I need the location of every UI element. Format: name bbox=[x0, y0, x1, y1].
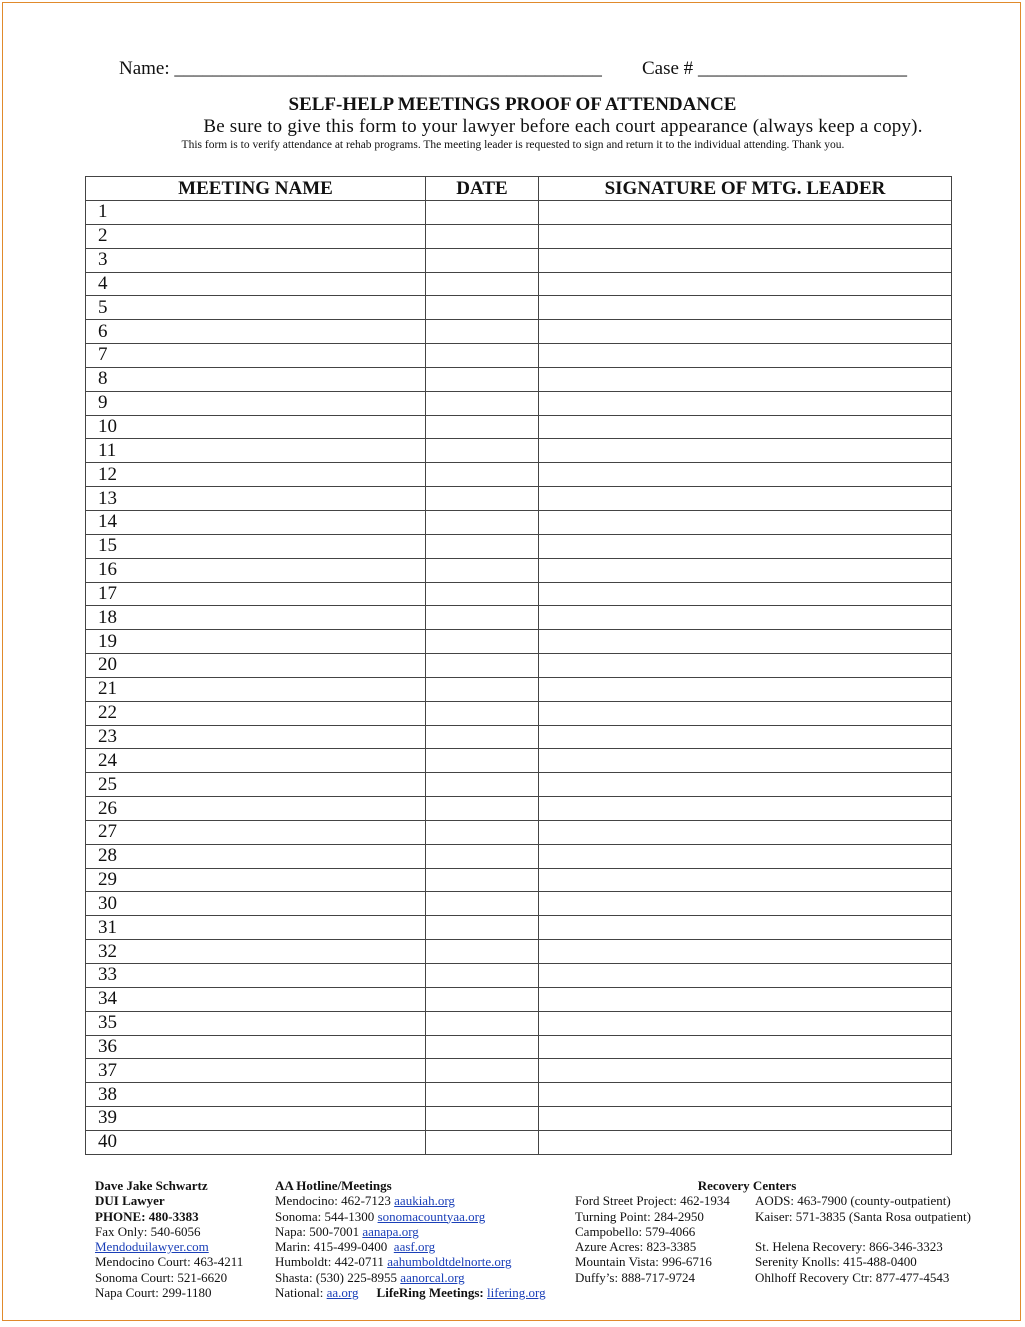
meeting-name-cell[interactable]: 25 bbox=[86, 773, 426, 797]
recovery-center-entry: AODS: 463-7900 (county-outpatient) bbox=[755, 1193, 951, 1209]
aa-line-shasta: Shasta: (530) 225-8955 aanorcal.org bbox=[275, 1269, 465, 1285]
signature-cell[interactable] bbox=[539, 248, 952, 272]
date-cell[interactable] bbox=[426, 606, 539, 630]
column-header-signature: SIGNATURE OF MTG. LEADER bbox=[539, 177, 952, 201]
signature-cell[interactable] bbox=[539, 224, 952, 248]
signature-cell[interactable] bbox=[539, 868, 952, 892]
table-row bbox=[86, 749, 952, 773]
date-cell[interactable] bbox=[426, 415, 539, 439]
date-cell[interactable] bbox=[426, 868, 539, 892]
meeting-name-cell[interactable]: 37 bbox=[86, 1059, 426, 1083]
table-row bbox=[86, 773, 952, 797]
aa-link-marin[interactable]: aasf.org bbox=[393, 1239, 436, 1255]
signature-cell[interactable] bbox=[539, 272, 952, 296]
signature-cell[interactable] bbox=[539, 558, 952, 582]
meeting-name-cell[interactable]: 3 bbox=[86, 248, 426, 272]
date-cell[interactable] bbox=[426, 391, 539, 415]
date-cell[interactable] bbox=[426, 487, 539, 511]
aa-line-marin: Marin: 415-499-0400 aasf.org bbox=[275, 1239, 436, 1255]
meeting-name-cell[interactable]: 24 bbox=[86, 749, 426, 773]
recovery-heading: Recovery Centers bbox=[697, 1178, 797, 1193]
recovery-center-entry bbox=[755, 1224, 971, 1239]
meeting-name-cell[interactable]: 17 bbox=[86, 582, 426, 606]
table-row bbox=[86, 1011, 952, 1035]
meeting-name-cell[interactable]: 26 bbox=[86, 797, 426, 821]
table-row bbox=[86, 344, 952, 368]
signature-cell[interactable] bbox=[539, 964, 952, 988]
table-row bbox=[86, 892, 952, 916]
date-cell[interactable] bbox=[426, 844, 539, 868]
table-row bbox=[86, 701, 952, 725]
meeting-name-cell[interactable]: 29 bbox=[86, 868, 426, 892]
form-page bbox=[2, 2, 1021, 1321]
aa-link-sonoma[interactable]: sonomacountyaa.org bbox=[377, 1208, 486, 1224]
aa-line-mendocino: Mendocino: 462-7123 aaukiah.org bbox=[275, 1193, 455, 1209]
recovery-center-entry: Ford Street Project: 462-1934 bbox=[575, 1193, 730, 1209]
table-row bbox=[86, 868, 952, 892]
meeting-name-cell[interactable]: 21 bbox=[86, 677, 426, 701]
attendance-table bbox=[85, 176, 952, 1155]
meeting-name-cell[interactable]: 35 bbox=[86, 1011, 426, 1035]
date-cell[interactable] bbox=[426, 916, 539, 940]
date-cell[interactable] bbox=[426, 296, 539, 320]
signature-cell[interactable] bbox=[539, 415, 952, 439]
signature-cell[interactable] bbox=[539, 344, 952, 368]
signature-cell[interactable] bbox=[539, 1130, 952, 1154]
meeting-name-cell[interactable]: 14 bbox=[86, 510, 426, 534]
signature-cell[interactable] bbox=[539, 391, 952, 415]
recovery-center-entry: Campobello: 579-4066 bbox=[575, 1223, 696, 1239]
recovery-center-entry: Mountain Vista: 996-6716 bbox=[575, 1254, 712, 1270]
meeting-name-cell[interactable]: 31 bbox=[86, 916, 426, 940]
table-row bbox=[86, 391, 952, 415]
date-cell[interactable] bbox=[426, 1083, 539, 1107]
meeting-name-cell[interactable]: 2 bbox=[86, 224, 426, 248]
table-row bbox=[86, 320, 952, 344]
signature-cell[interactable] bbox=[539, 916, 952, 940]
date-cell[interactable] bbox=[426, 463, 539, 487]
table-row bbox=[86, 987, 952, 1011]
date-cell[interactable] bbox=[426, 1011, 539, 1035]
lawyer-title: DUI Lawyer bbox=[95, 1193, 165, 1209]
recovery-center-entry: Serenity Knolls: 415-488-0400 bbox=[755, 1254, 917, 1270]
date-cell[interactable] bbox=[426, 224, 539, 248]
table-row bbox=[86, 558, 952, 582]
date-cell[interactable] bbox=[426, 987, 539, 1011]
recovery-center-entry: Kaiser: 571-3835 (Santa Rosa outpatient) bbox=[755, 1208, 971, 1224]
aa-line-national: National: aa.org LifeRing Meetings: lifering.org bbox=[275, 1285, 546, 1301]
signature-cell[interactable] bbox=[539, 510, 952, 534]
signature-cell[interactable] bbox=[539, 773, 952, 797]
date-cell[interactable] bbox=[426, 1107, 539, 1131]
signature-cell[interactable] bbox=[539, 1059, 952, 1083]
recovery-column-2 bbox=[755, 1193, 971, 1285]
date-cell[interactable] bbox=[426, 677, 539, 701]
meeting-name-cell[interactable]: 4 bbox=[86, 272, 426, 296]
lifering-label: LifeRing Meetings: bbox=[376, 1285, 484, 1301]
date-cell[interactable] bbox=[426, 701, 539, 725]
signature-cell[interactable] bbox=[539, 463, 952, 487]
signature-cell[interactable] bbox=[539, 654, 952, 678]
meeting-name-cell[interactable]: 23 bbox=[86, 725, 426, 749]
aa-link-napa[interactable]: aanapa.org bbox=[362, 1223, 419, 1239]
aa-heading: AA Hotline/Meetings bbox=[275, 1178, 392, 1193]
meeting-name-cell[interactable]: 10 bbox=[86, 415, 426, 439]
column-header-meeting-name: MEETING NAME bbox=[86, 177, 426, 201]
table-row bbox=[86, 463, 952, 487]
meeting-name-cell[interactable]: 6 bbox=[86, 320, 426, 344]
recovery-centers bbox=[575, 1178, 985, 1193]
page-title: SELF-HELP MEETINGS PROOF OF ATTENDANCE bbox=[288, 94, 737, 115]
meeting-name-cell[interactable]: 9 bbox=[86, 391, 426, 415]
table-row bbox=[86, 820, 952, 844]
table-row bbox=[86, 510, 952, 534]
table-row bbox=[86, 439, 952, 463]
table-row bbox=[86, 844, 952, 868]
meeting-name-cell[interactable]: 8 bbox=[86, 367, 426, 391]
subtitle: Be sure to give this form to your lawyer before each court appearance (always keep a copy). bbox=[203, 116, 923, 137]
signature-cell[interactable] bbox=[539, 1035, 952, 1059]
signature-cell[interactable] bbox=[539, 582, 952, 606]
table-row bbox=[86, 606, 952, 630]
signature-cell[interactable] bbox=[539, 725, 952, 749]
table-row bbox=[86, 677, 952, 701]
meeting-name-cell[interactable]: 18 bbox=[86, 606, 426, 630]
meeting-name-cell[interactable]: 5 bbox=[86, 296, 426, 320]
table-row bbox=[86, 367, 952, 391]
recovery-column-1 bbox=[575, 1193, 730, 1285]
signature-cell[interactable] bbox=[539, 487, 952, 511]
meeting-name-cell[interactable]: 39 bbox=[86, 1107, 426, 1131]
recovery-center-entry: St. Helena Recovery: 866-346-3323 bbox=[755, 1239, 943, 1255]
date-cell[interactable] bbox=[426, 558, 539, 582]
date-cell[interactable] bbox=[426, 892, 539, 916]
signature-cell[interactable] bbox=[539, 201, 952, 225]
meeting-name-cell[interactable]: 20 bbox=[86, 654, 426, 678]
case-field[interactable] bbox=[642, 58, 907, 80]
signature-cell[interactable] bbox=[539, 797, 952, 821]
signature-cell[interactable] bbox=[539, 892, 952, 916]
recovery-center-entry: Azure Acres: 823-3385 bbox=[575, 1239, 697, 1255]
name-blank[interactable]: _____________________________________________ bbox=[174, 58, 602, 79]
meeting-name-cell[interactable]: 13 bbox=[86, 487, 426, 511]
signature-cell[interactable] bbox=[539, 320, 952, 344]
date-cell[interactable] bbox=[426, 940, 539, 964]
signature-cell[interactable] bbox=[539, 606, 952, 630]
meeting-name-cell[interactable]: 12 bbox=[86, 463, 426, 487]
case-blank[interactable]: ______________________ bbox=[697, 58, 907, 79]
meeting-name-cell[interactable]: 1 bbox=[86, 201, 426, 225]
signature-cell[interactable] bbox=[539, 701, 952, 725]
date-cell[interactable] bbox=[426, 439, 539, 463]
table-row bbox=[86, 201, 952, 225]
aa-link-mendocino[interactable]: aaukiah.org bbox=[394, 1193, 455, 1209]
signature-cell[interactable] bbox=[539, 677, 952, 701]
table-row bbox=[86, 224, 952, 248]
date-cell[interactable] bbox=[426, 630, 539, 654]
meeting-name-cell[interactable]: 22 bbox=[86, 701, 426, 725]
signature-cell[interactable] bbox=[539, 534, 952, 558]
signature-cell[interactable] bbox=[539, 749, 952, 773]
table-row bbox=[86, 1059, 952, 1083]
table-row bbox=[86, 487, 952, 511]
aa-link-shasta[interactable]: aanorcal.org bbox=[400, 1269, 465, 1285]
date-cell[interactable] bbox=[426, 797, 539, 821]
date-cell[interactable] bbox=[426, 773, 539, 797]
meeting-name-cell[interactable]: 30 bbox=[86, 892, 426, 916]
aa-line-humboldt: Humboldt: 442-0711 aahumboldtdelnorte.org bbox=[275, 1254, 512, 1270]
meeting-name-cell[interactable]: 16 bbox=[86, 558, 426, 582]
meeting-name-cell[interactable]: 40 bbox=[86, 1130, 426, 1154]
signature-cell[interactable] bbox=[539, 820, 952, 844]
date-cell[interactable] bbox=[426, 344, 539, 368]
meeting-name-cell[interactable]: 27 bbox=[86, 820, 426, 844]
meeting-name-cell[interactable]: 11 bbox=[86, 439, 426, 463]
lawyer-phone: PHONE: 480-3383 bbox=[95, 1208, 199, 1224]
name-label: Name: bbox=[119, 58, 170, 79]
aa-line-sonoma: Sonoma: 544-1300 sonomacountyaa.org bbox=[275, 1208, 486, 1224]
date-cell[interactable] bbox=[426, 1035, 539, 1059]
table-row bbox=[86, 797, 952, 821]
signature-cell[interactable] bbox=[539, 987, 952, 1011]
table-row bbox=[86, 582, 952, 606]
date-cell[interactable] bbox=[426, 820, 539, 844]
court-sonoma: Sonoma Court: 521-6620 bbox=[95, 1269, 228, 1285]
date-cell[interactable] bbox=[426, 534, 539, 558]
instruction-note: This form is to verify attendance at rehab programs. The meeting leader is requested to sign and return it to the individual attending. Thank you. bbox=[181, 139, 845, 151]
lawyer-fax: Fax Only: 540-6056 bbox=[95, 1223, 201, 1239]
meeting-name-cell[interactable]: 33 bbox=[86, 964, 426, 988]
aa-line-napa: Napa: 500-7001 aanapa.org bbox=[275, 1223, 419, 1239]
table-row bbox=[86, 916, 952, 940]
recovery-center-entry: Turning Point: 284-2950 bbox=[575, 1208, 704, 1224]
table-row bbox=[86, 1107, 952, 1131]
date-cell[interactable] bbox=[426, 510, 539, 534]
date-cell[interactable] bbox=[426, 749, 539, 773]
meeting-name-cell[interactable]: 15 bbox=[86, 534, 426, 558]
table-header-row bbox=[86, 177, 952, 201]
aa-link-national[interactable]: aa.org bbox=[326, 1285, 359, 1301]
date-cell[interactable] bbox=[426, 248, 539, 272]
aa-link-humboldt[interactable]: aahumboldtdelnorte.org bbox=[387, 1254, 512, 1270]
aa-contacts bbox=[275, 1178, 546, 1300]
table-row bbox=[86, 1035, 952, 1059]
table-row bbox=[86, 272, 952, 296]
meeting-name-cell[interactable]: 38 bbox=[86, 1083, 426, 1107]
table-row bbox=[86, 415, 952, 439]
lawyer-contact bbox=[95, 1178, 243, 1300]
date-cell[interactable] bbox=[426, 320, 539, 344]
date-cell[interactable] bbox=[426, 654, 539, 678]
table-row bbox=[86, 1130, 952, 1154]
date-cell[interactable] bbox=[426, 367, 539, 391]
signature-cell[interactable] bbox=[539, 940, 952, 964]
meeting-name-cell[interactable]: 7 bbox=[86, 344, 426, 368]
name-field[interactable] bbox=[119, 58, 602, 80]
court-mendocino: Mendocino Court: 463-4211 bbox=[95, 1254, 244, 1270]
recovery-center-entry: Duffy’s: 888-717-9724 bbox=[575, 1269, 696, 1285]
signature-cell[interactable] bbox=[539, 630, 952, 654]
meeting-name-cell[interactable]: 36 bbox=[86, 1035, 426, 1059]
meeting-name-cell[interactable]: 19 bbox=[86, 630, 426, 654]
table-row bbox=[86, 1083, 952, 1107]
date-cell[interactable] bbox=[426, 1059, 539, 1083]
signature-cell[interactable] bbox=[539, 367, 952, 391]
signature-cell[interactable] bbox=[539, 1011, 952, 1035]
table-row bbox=[86, 964, 952, 988]
date-cell[interactable] bbox=[426, 725, 539, 749]
table-row bbox=[86, 940, 952, 964]
signature-cell[interactable] bbox=[539, 1083, 952, 1107]
recovery-center-entry: Ohlhoff Recovery Ctr: 877-477-4543 bbox=[755, 1269, 950, 1285]
table-row bbox=[86, 725, 952, 749]
meeting-name-cell[interactable]: 28 bbox=[86, 844, 426, 868]
signature-cell[interactable] bbox=[539, 296, 952, 320]
table-row bbox=[86, 630, 952, 654]
signature-cell[interactable] bbox=[539, 1107, 952, 1131]
date-cell[interactable] bbox=[426, 582, 539, 606]
signature-cell[interactable] bbox=[539, 844, 952, 868]
date-cell[interactable] bbox=[426, 964, 539, 988]
table-row bbox=[86, 296, 952, 320]
column-header-date: DATE bbox=[426, 177, 539, 201]
lawyer-website-link[interactable]: Mendoduilawyer.com bbox=[95, 1239, 209, 1255]
court-napa: Napa Court: 299-1180 bbox=[95, 1285, 212, 1301]
signature-cell[interactable] bbox=[539, 439, 952, 463]
case-label: Case # bbox=[642, 58, 694, 79]
meeting-name-cell[interactable]: 32 bbox=[86, 940, 426, 964]
lifering-link[interactable]: lifering.org bbox=[487, 1285, 546, 1301]
date-cell[interactable] bbox=[426, 1130, 539, 1154]
table-row bbox=[86, 534, 952, 558]
lawyer-name: Dave Jake Schwartz bbox=[95, 1178, 208, 1193]
meeting-name-cell[interactable]: 34 bbox=[86, 987, 426, 1011]
table-row bbox=[86, 248, 952, 272]
table-row bbox=[86, 654, 952, 678]
date-cell[interactable] bbox=[426, 272, 539, 296]
date-cell[interactable] bbox=[426, 201, 539, 225]
